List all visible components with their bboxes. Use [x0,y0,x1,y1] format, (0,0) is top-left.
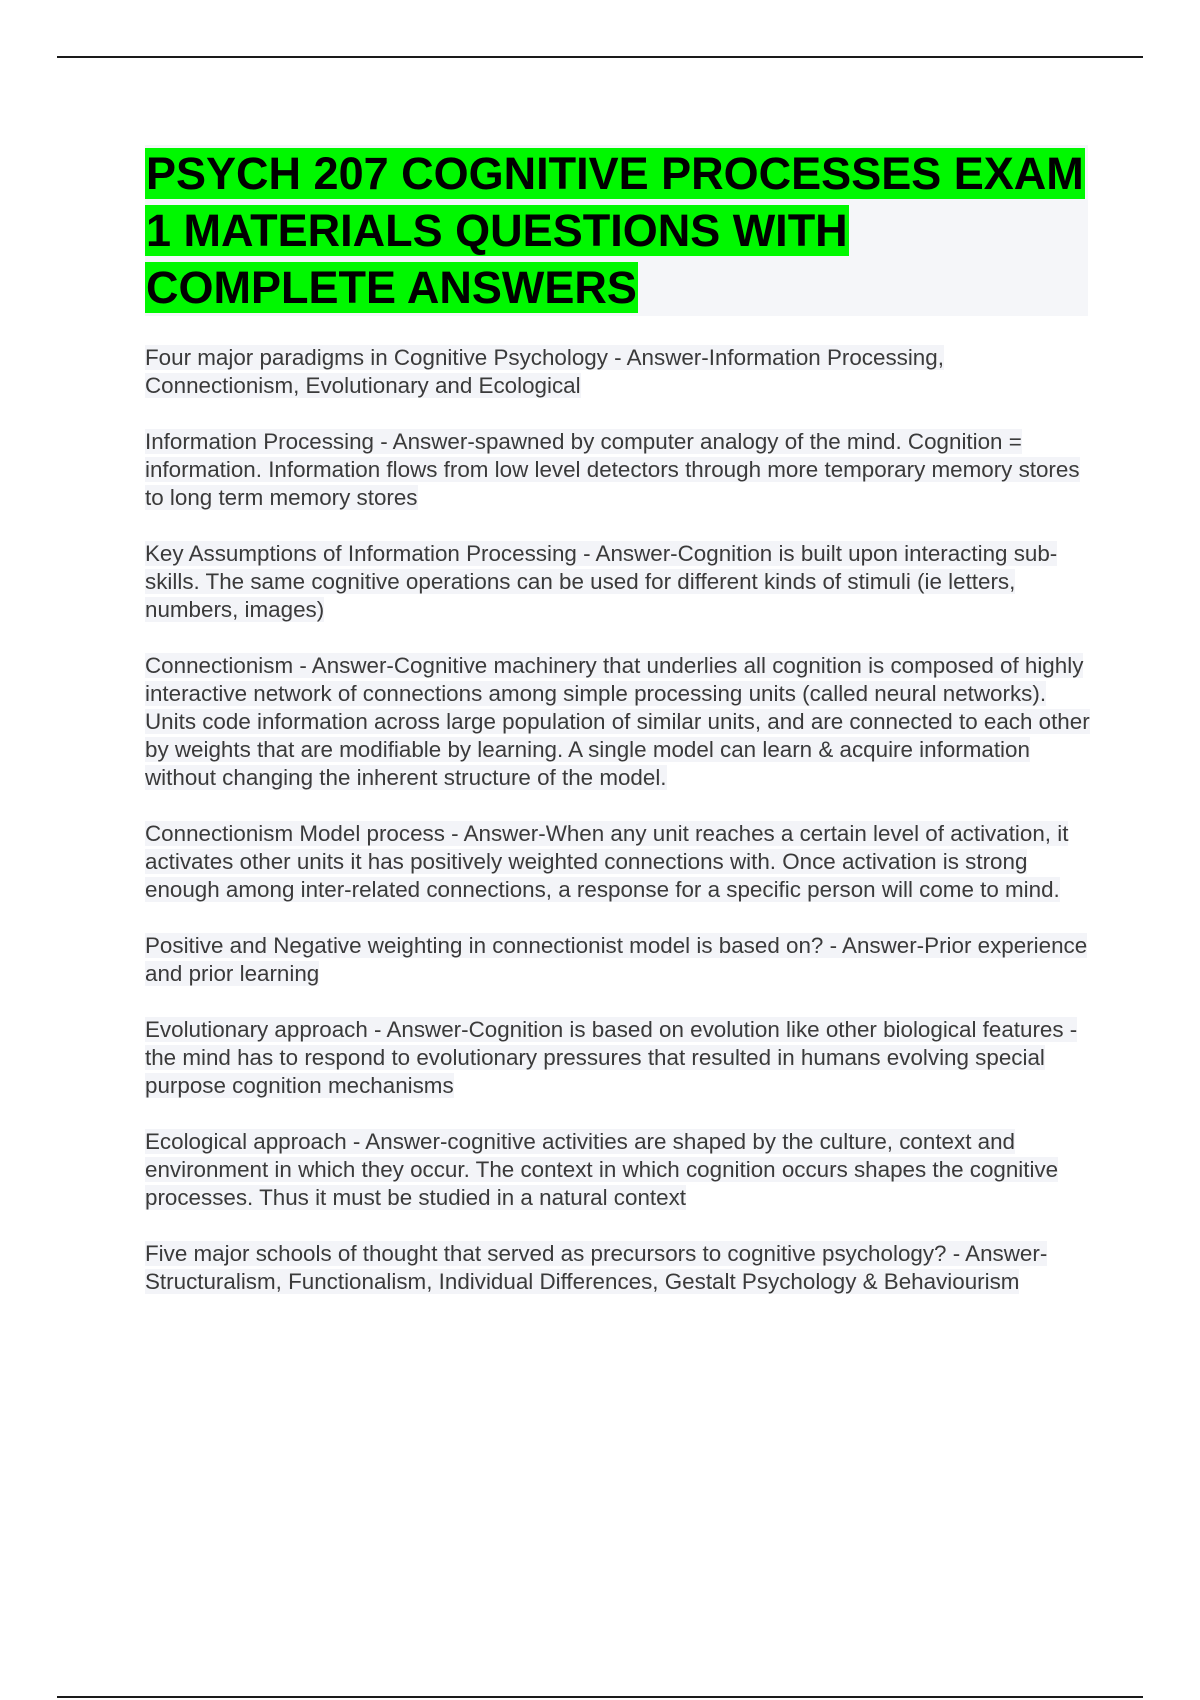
qa-text: Positive and Negative weighting in connectionist model is based on? - Answer-Prior experience and prior learning [145,933,1088,986]
document-body [145,145,1090,1324]
qa-item [145,932,1090,988]
bottom-rule [57,1696,1143,1698]
qa-item [145,344,1090,400]
qa-text: Evolutionary approach - Answer-Cognition is based on evolution like other biological features - the mind has to respond to evolutionary pressures that resulted in humans evolving special purpose cognition mechanisms [145,1017,1078,1098]
qa-text: Connectionism - Answer-Cognitive machinery that underlies all cognition is composed of highly interactive network of connections among simple processing units (called neural networks). Units code information across large population of similar units, and are connected to each other by weights that are modifiable by learning. A single model can learn & acquire information without changing the inherent structure of the model. [145,653,1090,790]
qa-item [145,1016,1090,1100]
qa-text: Five major schools of thought that served as precursors to cognitive psychology? - Answer-Structuralism, Functionalism, Individual Differences, Gestalt Psychology & Behaviourism [145,1241,1048,1294]
qa-item [145,652,1090,792]
qa-text: Ecological approach - Answer-cognitive activities are shaped by the culture, context and environment in which they occur. The context in which cognition occurs shapes the cognitive processes. Thus it must be studied in a natural context [145,1129,1059,1210]
qa-item [145,1240,1090,1296]
qa-text: Key Assumptions of Information Processing - Answer-Cognition is built upon interacting sub-skills. The same cognitive operations can be used for different kinds of stimuli (ie letters, numbers, images) [145,541,1058,622]
qa-item [145,1128,1090,1212]
qa-item [145,428,1090,512]
qa-text: Connectionism Model process - Answer-When any unit reaches a certain level of activation, it activates other units it has positively weighted connections with. Once activation is strong enough among inter-related connections, a response for a specific person will come to mind. [145,821,1069,902]
qa-item [145,540,1090,624]
qa-item [145,820,1090,904]
top-rule [57,56,1143,58]
qa-text: Information Processing - Answer-spawned by computer analogy of the mind. Cognition = information. Information flows from low level detectors through more temporary memory stores to long term memory stores [145,429,1080,510]
title-text: PSYCH 207 COGNITIVE PROCESSES EXAM 1 MATERIALS QUESTIONS WITH COMPLETE ANSWERS [146,148,1084,313]
qa-text: Four major paradigms in Cognitive Psychology - Answer-Information Processing, Connectionism, Evolutionary and Ecological [145,345,944,398]
title-block [145,145,1088,316]
document-title [145,145,1088,316]
